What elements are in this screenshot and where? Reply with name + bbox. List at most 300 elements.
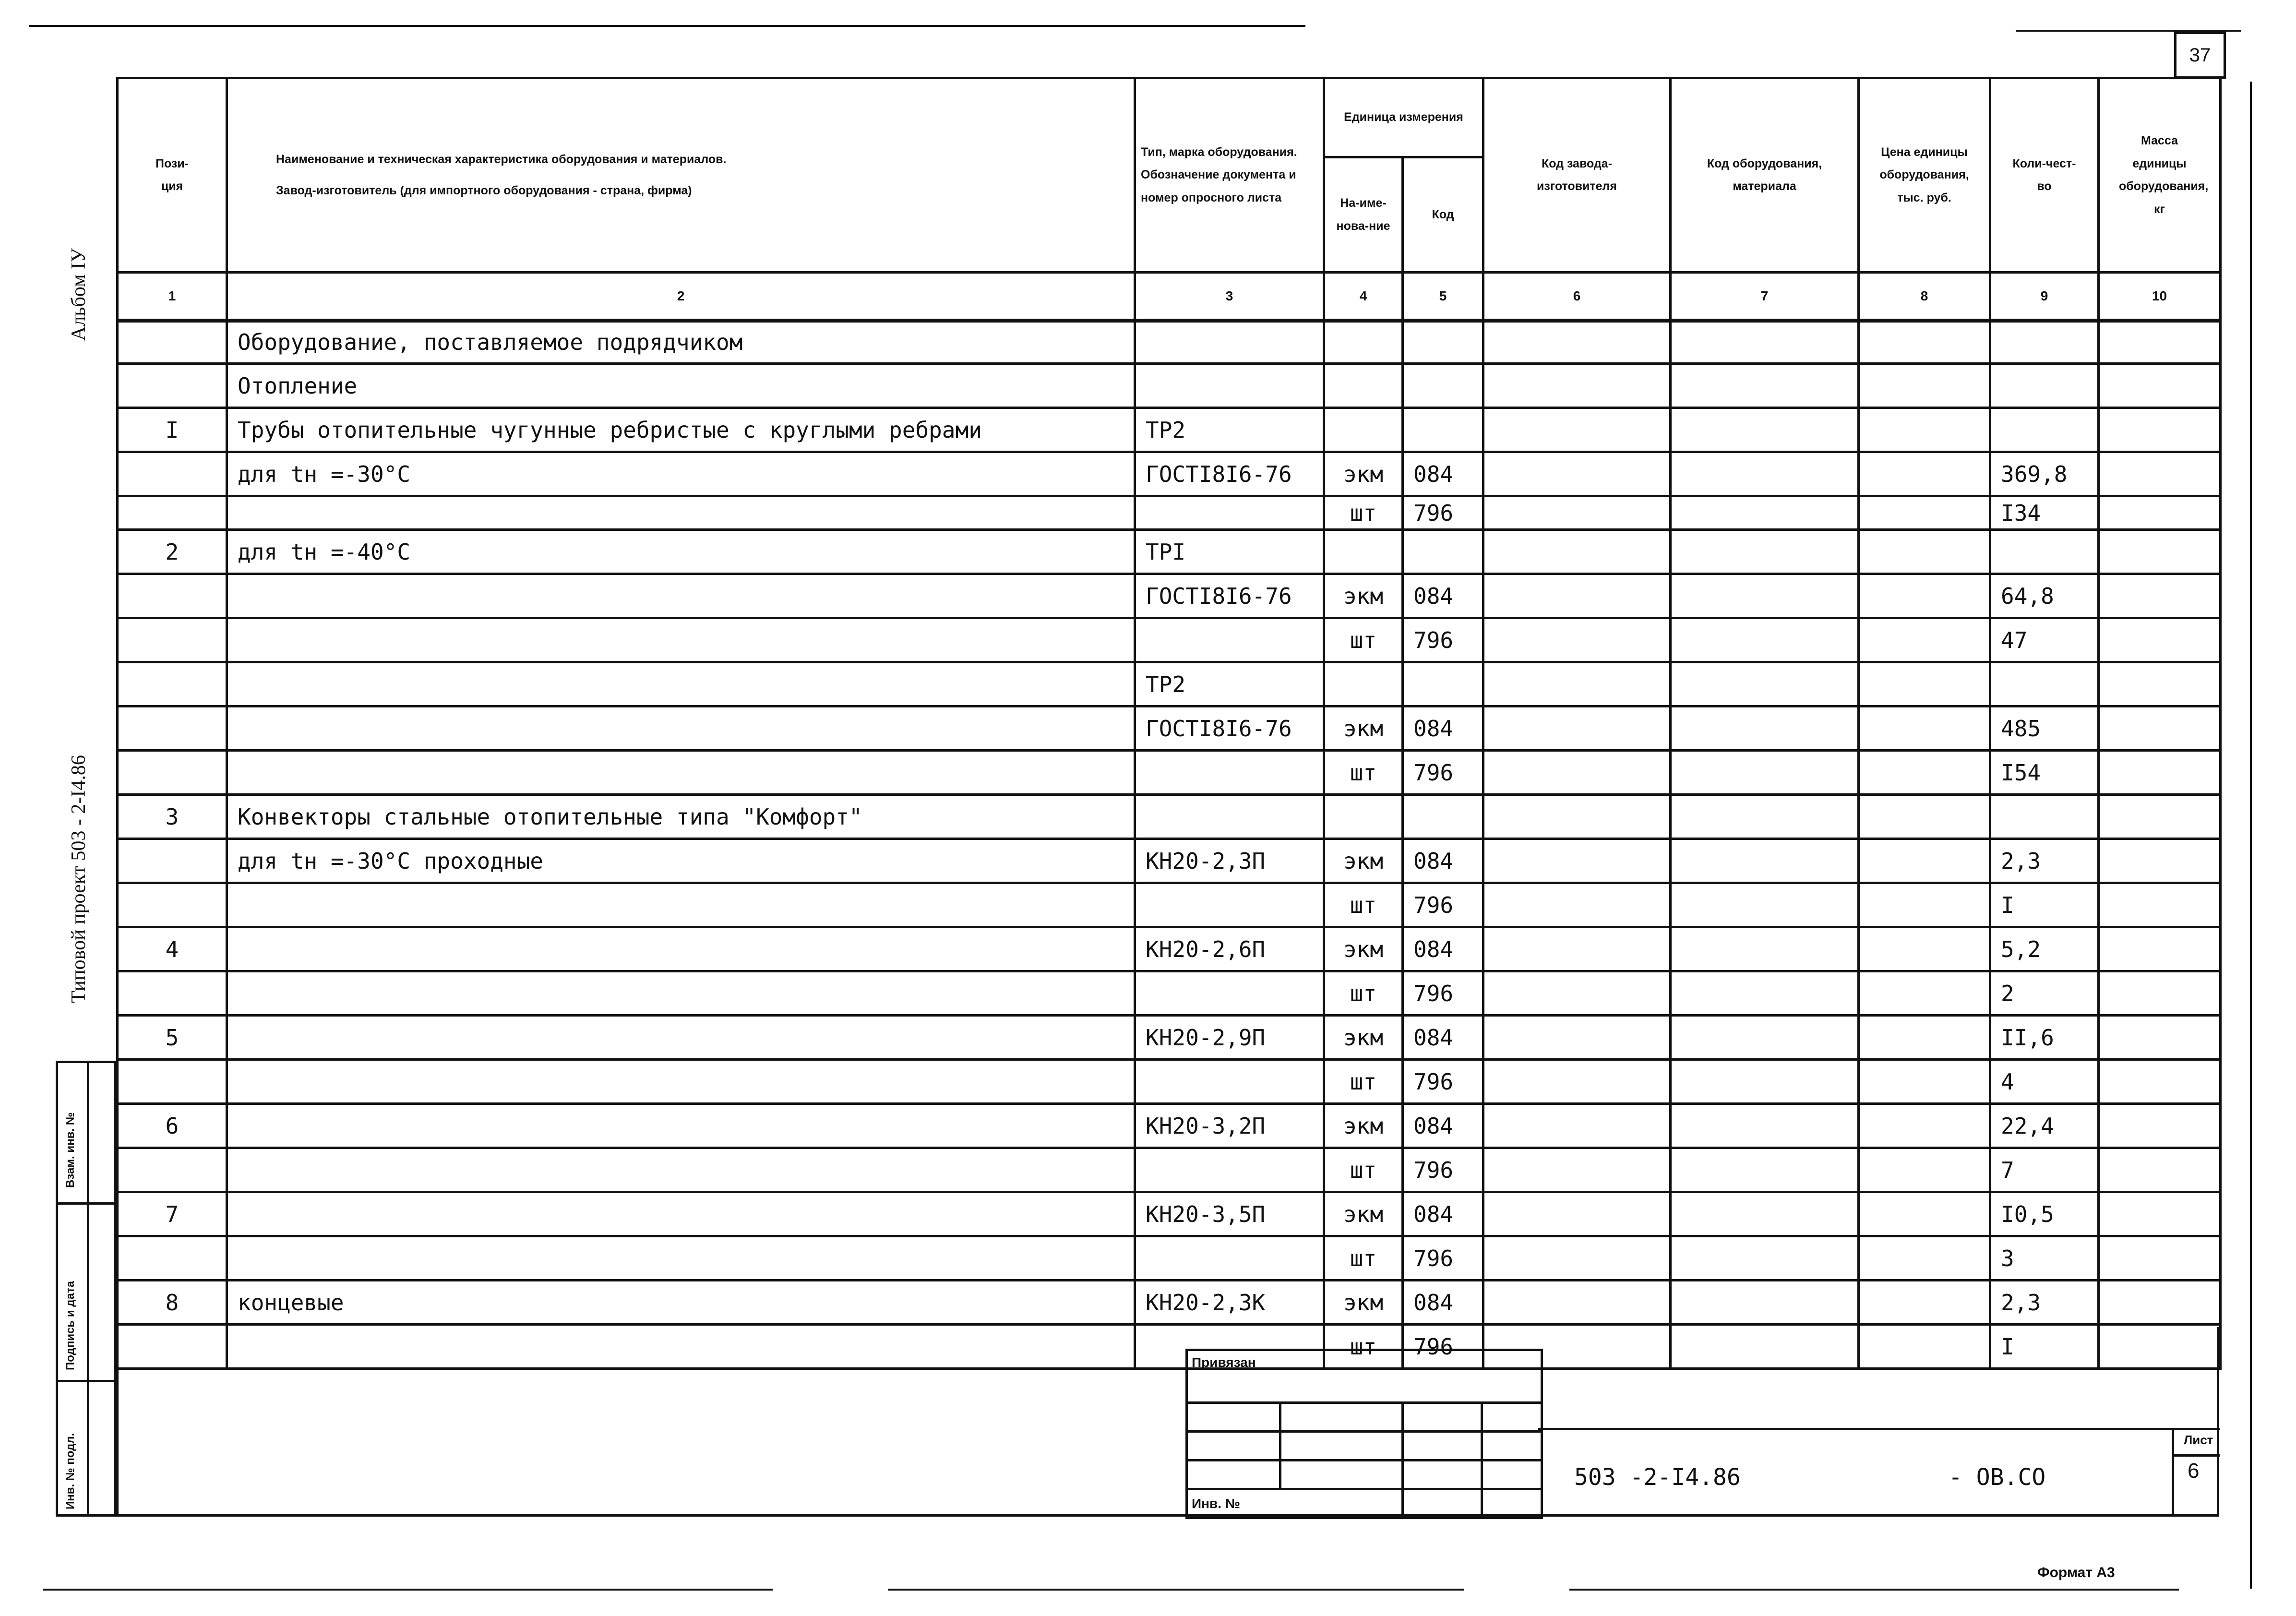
mass-cell xyxy=(2099,1060,2221,1104)
mass-cell xyxy=(2099,530,2221,574)
binding-stamp xyxy=(1185,1349,1543,1519)
project-label: Типовой проект 503 - 2-I4.86 xyxy=(68,755,90,1003)
unit-code-cell: 084 xyxy=(1403,1281,1483,1325)
position-cell: I xyxy=(118,408,227,452)
col-number: 6 xyxy=(1483,273,1671,321)
price-cell xyxy=(1859,530,1990,574)
factory-code-cell xyxy=(1483,1016,1671,1060)
quantity-cell xyxy=(1990,662,2099,706)
header-row-1 xyxy=(118,78,2221,157)
type-cell: КН20-3,2П xyxy=(1135,1104,1324,1148)
equipment-code-cell xyxy=(1671,971,1859,1016)
unit-name-cell: шт xyxy=(1324,1325,1403,1369)
mass-cell xyxy=(2099,839,2221,883)
factory-code-cell xyxy=(1483,496,1671,530)
mass-cell xyxy=(2099,971,2221,1016)
table-row xyxy=(118,452,2221,496)
name-cell: Оборудование, поставляемое подрядчиком xyxy=(227,321,1135,364)
factory-code-cell xyxy=(1483,364,1671,408)
price-cell xyxy=(1859,1192,1990,1236)
quantity-cell: I xyxy=(1990,1325,2099,1369)
position-cell xyxy=(118,618,227,662)
quantity-cell xyxy=(1990,364,2099,408)
quantity-cell: I xyxy=(1990,883,2099,927)
col-header-mass: Масса единицы оборудования, кг xyxy=(2099,78,2221,273)
table-row xyxy=(118,321,2221,364)
factory-code-cell xyxy=(1483,971,1671,1016)
stamp-label-inv-original: Инв. № подл. xyxy=(64,1433,77,1509)
type-cell: ТР2 xyxy=(1135,408,1324,452)
quantity-cell: 4 xyxy=(1990,1060,2099,1104)
unit-name-cell: экм xyxy=(1324,1104,1403,1148)
col-number: 9 xyxy=(1990,273,2099,321)
quantity-cell xyxy=(1990,795,2099,839)
mass-cell xyxy=(2099,706,2221,751)
inventory-number-label: Инв. № xyxy=(1187,1489,1403,1518)
unit-name-cell: экм xyxy=(1324,1192,1403,1236)
equipment-code-cell xyxy=(1671,1192,1859,1236)
equipment-code-cell xyxy=(1671,321,1859,364)
price-cell xyxy=(1859,927,1990,971)
unit-name-cell: экм xyxy=(1324,452,1403,496)
position-cell xyxy=(118,1060,227,1104)
col-number: 2 xyxy=(227,273,1135,321)
price-cell xyxy=(1859,1104,1990,1148)
equipment-code-cell xyxy=(1671,364,1859,408)
unit-code-cell: 796 xyxy=(1403,618,1483,662)
quantity-cell: 22,4 xyxy=(1990,1104,2099,1148)
position-cell: 6 xyxy=(118,1104,227,1148)
unit-code-cell: 084 xyxy=(1403,927,1483,971)
col-header-price: Цена единицы оборудования, тыс. руб. xyxy=(1859,78,1990,273)
position-cell xyxy=(118,1236,227,1281)
name-cell xyxy=(227,751,1135,795)
binding-label: Привязан xyxy=(1187,1350,1542,1403)
factory-code-cell xyxy=(1483,795,1671,839)
price-cell xyxy=(1859,751,1990,795)
col-header-type: Тип, марка оборудования. Обозначение документа и номер опросного листа xyxy=(1135,78,1324,273)
factory-code-cell xyxy=(1483,1192,1671,1236)
mass-cell xyxy=(2099,574,2221,618)
price-cell xyxy=(1859,795,1990,839)
position-cell: 3 xyxy=(118,795,227,839)
quantity-cell: I34 xyxy=(1990,496,2099,530)
table-row xyxy=(118,1016,2221,1060)
unit-name-cell: экм xyxy=(1324,1281,1403,1325)
name-cell xyxy=(227,1016,1135,1060)
unit-name-cell: шт xyxy=(1324,751,1403,795)
price-cell xyxy=(1859,1236,1990,1281)
type-cell xyxy=(1135,883,1324,927)
table-row xyxy=(118,1281,2221,1325)
mass-cell xyxy=(2099,1192,2221,1236)
equipment-code-cell xyxy=(1671,706,1859,751)
unit-name-cell xyxy=(1324,364,1403,408)
table-row xyxy=(118,751,2221,795)
table-row xyxy=(118,971,2221,1016)
type-cell: ГОСТI8I6-76 xyxy=(1135,706,1324,751)
col-number: 1 xyxy=(118,273,227,321)
quantity-cell: 485 xyxy=(1990,706,2099,751)
factory-code-cell xyxy=(1483,1148,1671,1192)
factory-code-cell xyxy=(1483,1281,1671,1325)
quantity-cell: 2,3 xyxy=(1990,839,2099,883)
position-cell xyxy=(118,706,227,751)
mass-cell xyxy=(2099,408,2221,452)
price-cell xyxy=(1859,1148,1990,1192)
price-cell xyxy=(1859,1060,1990,1104)
col-number: 7 xyxy=(1671,273,1859,321)
price-cell xyxy=(1859,883,1990,927)
document-suffix: - ОВ.СО xyxy=(1949,1464,2046,1491)
equipment-code-cell xyxy=(1671,530,1859,574)
quantity-cell: I54 xyxy=(1990,751,2099,795)
table-row xyxy=(118,706,2221,751)
bottom-frame xyxy=(116,1327,2219,1517)
page-number: 37 xyxy=(2174,32,2226,79)
type-cell xyxy=(1135,364,1324,408)
table-row xyxy=(118,1104,2221,1148)
price-cell xyxy=(1859,618,1990,662)
quantity-cell xyxy=(1990,321,2099,364)
factory-code-cell xyxy=(1483,408,1671,452)
col-header-name-line2: Завод-изготовитель (для импортного оборудования - страна, фирма) xyxy=(276,184,692,197)
name-cell xyxy=(227,662,1135,706)
table-row xyxy=(118,1192,2221,1236)
name-cell xyxy=(227,1104,1135,1148)
factory-code-cell xyxy=(1483,1060,1671,1104)
equipment-code-cell xyxy=(1671,574,1859,618)
equipment-code-cell xyxy=(1671,795,1859,839)
position-cell xyxy=(118,662,227,706)
unit-code-cell: 796 xyxy=(1403,496,1483,530)
type-cell xyxy=(1135,1060,1324,1104)
name-cell xyxy=(227,1148,1135,1192)
factory-code-cell xyxy=(1483,927,1671,971)
name-cell xyxy=(227,496,1135,530)
unit-code-cell: 084 xyxy=(1403,452,1483,496)
unit-code-cell: 796 xyxy=(1403,1060,1483,1104)
type-cell xyxy=(1135,971,1324,1016)
col-number: 5 xyxy=(1403,273,1483,321)
unit-code-cell xyxy=(1403,530,1483,574)
price-cell xyxy=(1859,496,1990,530)
equipment-code-cell xyxy=(1671,618,1859,662)
price-cell xyxy=(1859,971,1990,1016)
table-row xyxy=(118,618,2221,662)
price-cell xyxy=(1859,839,1990,883)
table-row xyxy=(118,574,2221,618)
table-row xyxy=(118,662,2221,706)
equipment-code-cell xyxy=(1671,496,1859,530)
name-cell: Отопление xyxy=(227,364,1135,408)
unit-name-cell: экм xyxy=(1324,839,1403,883)
table-row xyxy=(118,883,2221,927)
mass-cell xyxy=(2099,751,2221,795)
name-cell xyxy=(227,706,1135,751)
name-cell xyxy=(227,883,1135,927)
name-cell xyxy=(227,971,1135,1016)
price-cell xyxy=(1859,321,1990,364)
unit-code-cell: 796 xyxy=(1403,1325,1483,1369)
mass-cell xyxy=(2099,1148,2221,1192)
bottom-rule-2 xyxy=(888,1589,1464,1591)
stamp-label-signature-date: Подпись и дата xyxy=(64,1281,77,1370)
quantity-cell xyxy=(1990,530,2099,574)
name-cell: для tн =-40°С xyxy=(227,530,1135,574)
equipment-code-cell xyxy=(1671,1016,1859,1060)
mass-cell xyxy=(2099,1104,2221,1148)
name-cell: Трубы отопительные чугунные ребристые с круглыми ребрами xyxy=(227,408,1135,452)
factory-code-cell xyxy=(1483,662,1671,706)
col-header-name xyxy=(227,78,1135,273)
mass-cell xyxy=(2099,1236,2221,1281)
unit-code-cell xyxy=(1403,795,1483,839)
quantity-cell: I0,5 xyxy=(1990,1192,2099,1236)
price-cell xyxy=(1859,364,1990,408)
type-cell xyxy=(1135,751,1324,795)
unit-name-cell: шт xyxy=(1324,1148,1403,1192)
equipment-code-cell xyxy=(1671,1281,1859,1325)
sheet-value: 6 xyxy=(2188,1459,2200,1483)
type-cell xyxy=(1135,321,1324,364)
mass-cell xyxy=(2099,618,2221,662)
table-row xyxy=(118,1236,2221,1281)
name-cell xyxy=(227,1236,1135,1281)
mass-cell xyxy=(2099,795,2221,839)
position-cell xyxy=(118,883,227,927)
mass-cell xyxy=(2099,883,2221,927)
mass-cell xyxy=(2099,662,2221,706)
equipment-code-cell xyxy=(1671,1060,1859,1104)
unit-name-cell: шт xyxy=(1324,496,1403,530)
quantity-cell: II,6 xyxy=(1990,1016,2099,1060)
col-number: 10 xyxy=(2099,273,2221,321)
quantity-cell: 47 xyxy=(1990,618,2099,662)
factory-code-cell xyxy=(1483,883,1671,927)
col-header-unit-code: Код xyxy=(1403,157,1483,273)
position-cell: 8 xyxy=(118,1281,227,1325)
unit-code-cell: 084 xyxy=(1403,1016,1483,1060)
col-number: 4 xyxy=(1324,273,1403,321)
unit-code-cell xyxy=(1403,321,1483,364)
top-rule-left xyxy=(29,25,1305,27)
factory-code-cell xyxy=(1483,452,1671,496)
type-cell xyxy=(1135,618,1324,662)
quantity-cell: 7 xyxy=(1990,1148,2099,1192)
unit-code-cell: 796 xyxy=(1403,1236,1483,1281)
col-header-unit: Единица измерения xyxy=(1324,78,1483,157)
col-header-quantity: Коли-чест-во xyxy=(1990,78,2099,273)
unit-name-cell: шт xyxy=(1324,883,1403,927)
type-cell xyxy=(1135,1236,1324,1281)
price-cell xyxy=(1859,452,1990,496)
name-cell xyxy=(227,574,1135,618)
name-cell: Конвекторы стальные отопительные типа "Комфорт" xyxy=(227,795,1135,839)
unit-name-cell: шт xyxy=(1324,971,1403,1016)
type-cell xyxy=(1135,1148,1324,1192)
table-row xyxy=(118,1148,2221,1192)
table-row xyxy=(118,795,2221,839)
mass-cell xyxy=(2099,927,2221,971)
quantity-cell: 3 xyxy=(1990,1236,2099,1281)
factory-code-cell xyxy=(1483,530,1671,574)
price-cell xyxy=(1859,662,1990,706)
unit-code-cell: 796 xyxy=(1403,1148,1483,1192)
position-cell xyxy=(118,452,227,496)
unit-name-cell xyxy=(1324,530,1403,574)
type-cell: КН20-2,6П xyxy=(1135,927,1324,971)
position-cell xyxy=(118,839,227,883)
table-row xyxy=(118,496,2221,530)
mass-cell xyxy=(2099,321,2221,364)
unit-code-cell: 084 xyxy=(1403,706,1483,751)
name-cell xyxy=(227,927,1135,971)
name-cell: для tн =-30°С проходные xyxy=(227,839,1135,883)
unit-code-cell: 084 xyxy=(1403,1192,1483,1236)
col-header-factory-code: Код завода-изготовителя xyxy=(1483,78,1671,273)
stamp-label-replaced-inv: Взам. инв. № xyxy=(64,1112,77,1188)
title-block-top-line xyxy=(1538,1428,2220,1430)
type-cell: КН20-2,9П xyxy=(1135,1016,1324,1060)
album-label: Альбом IУ xyxy=(68,248,90,341)
type-cell xyxy=(1135,795,1324,839)
name-cell xyxy=(227,1060,1135,1104)
document-code: 503 -2-I4.86 xyxy=(1574,1464,1741,1491)
col-header-position: Пози- ция xyxy=(118,78,227,273)
equipment-code-cell xyxy=(1671,839,1859,883)
name-cell xyxy=(227,1192,1135,1236)
factory-code-cell xyxy=(1483,839,1671,883)
factory-code-cell xyxy=(1483,574,1671,618)
unit-code-cell: 796 xyxy=(1403,883,1483,927)
specification-table xyxy=(116,77,2222,1370)
table-row xyxy=(118,364,2221,408)
price-cell xyxy=(1859,1016,1990,1060)
col-header-name-line1: Наименование и техническая характеристика оборудования и материалов. xyxy=(276,153,727,166)
unit-name-cell: экм xyxy=(1324,1016,1403,1060)
col-header-unit-name: На-име-нова-ние xyxy=(1324,157,1403,273)
factory-code-cell xyxy=(1483,321,1671,364)
type-cell xyxy=(1135,496,1324,530)
col-header-equipment-code: Код оборудования, материала xyxy=(1671,78,1859,273)
mass-cell xyxy=(2099,364,2221,408)
table-row xyxy=(118,530,2221,574)
unit-name-cell xyxy=(1324,321,1403,364)
position-cell xyxy=(118,574,227,618)
equipment-code-cell xyxy=(1671,751,1859,795)
position-cell: 7 xyxy=(118,1192,227,1236)
factory-code-cell xyxy=(1483,1104,1671,1148)
unit-code-cell: 796 xyxy=(1403,971,1483,1016)
position-cell xyxy=(118,971,227,1016)
unit-name-cell: шт xyxy=(1324,618,1403,662)
unit-code-cell xyxy=(1403,662,1483,706)
equipment-code-cell xyxy=(1671,408,1859,452)
unit-name-cell xyxy=(1324,662,1403,706)
position-cell xyxy=(118,321,227,364)
table-row xyxy=(118,1060,2221,1104)
name-cell: для tн =-30°С xyxy=(227,452,1135,496)
position-cell xyxy=(118,496,227,530)
position-cell: 4 xyxy=(118,927,227,971)
equipment-code-cell xyxy=(1671,927,1859,971)
unit-name-cell: экм xyxy=(1324,706,1403,751)
factory-code-cell xyxy=(1483,1236,1671,1281)
sheet-box xyxy=(2172,1428,2220,1517)
unit-name-cell: экм xyxy=(1324,574,1403,618)
price-cell xyxy=(1859,574,1990,618)
quantity-cell: 5,2 xyxy=(1990,927,2099,971)
equipment-code-cell xyxy=(1671,662,1859,706)
mass-cell xyxy=(2099,1281,2221,1325)
paper-format: Формат А3 xyxy=(2037,1565,2115,1580)
bottom-rule-3 xyxy=(1569,1589,2179,1591)
unit-name-cell: экм xyxy=(1324,927,1403,971)
quantity-cell: 2,3 xyxy=(1990,1281,2099,1325)
sheet-label: Лист xyxy=(2184,1433,2213,1447)
table-row xyxy=(118,839,2221,883)
equipment-code-cell xyxy=(1671,1104,1859,1148)
quantity-cell xyxy=(1990,408,2099,452)
unit-name-cell: шт xyxy=(1324,1060,1403,1104)
factory-code-cell xyxy=(1483,706,1671,751)
name-cell: концевые xyxy=(227,1281,1135,1325)
unit-code-cell xyxy=(1403,408,1483,452)
unit-code-cell xyxy=(1403,364,1483,408)
right-margin-rule xyxy=(2250,82,2252,1589)
type-cell: КН20-2,3К xyxy=(1135,1281,1324,1325)
price-cell xyxy=(1859,408,1990,452)
type-cell: ГОСТI8I6-76 xyxy=(1135,574,1324,618)
equipment-code-cell xyxy=(1671,1236,1859,1281)
equipment-code-cell xyxy=(1671,452,1859,496)
position-cell xyxy=(118,1148,227,1192)
unit-name-cell xyxy=(1324,408,1403,452)
type-cell: ГОСТI8I6-76 xyxy=(1135,452,1324,496)
price-cell xyxy=(1859,706,1990,751)
type-cell: ТРI xyxy=(1135,530,1324,574)
unit-name-cell xyxy=(1324,795,1403,839)
mass-cell xyxy=(2099,452,2221,496)
type-cell: ТР2 xyxy=(1135,662,1324,706)
quantity-cell: 64,8 xyxy=(1990,574,2099,618)
factory-code-cell xyxy=(1483,751,1671,795)
position-cell: 5 xyxy=(118,1016,227,1060)
table-row xyxy=(118,927,2221,971)
mass-cell xyxy=(2099,496,2221,530)
quantity-cell: 2 xyxy=(1990,971,2099,1016)
unit-name-cell: шт xyxy=(1324,1236,1403,1281)
equipment-code-cell xyxy=(1671,883,1859,927)
unit-code-cell: 796 xyxy=(1403,751,1483,795)
col-number: 3 xyxy=(1135,273,1324,321)
left-stamp-column xyxy=(56,1061,116,1517)
equipment-code-cell xyxy=(1671,1148,1859,1192)
unit-code-cell: 084 xyxy=(1403,574,1483,618)
factory-code-cell xyxy=(1483,618,1671,662)
price-cell xyxy=(1859,1281,1990,1325)
col-number: 8 xyxy=(1859,273,1990,321)
name-cell xyxy=(227,618,1135,662)
position-cell xyxy=(118,364,227,408)
unit-code-cell: 084 xyxy=(1403,839,1483,883)
unit-code-cell: 084 xyxy=(1403,1104,1483,1148)
position-cell: 2 xyxy=(118,530,227,574)
bottom-rule-1 xyxy=(43,1589,773,1591)
type-cell: КН20-2,3П xyxy=(1135,839,1324,883)
column-number-row xyxy=(118,273,2221,321)
